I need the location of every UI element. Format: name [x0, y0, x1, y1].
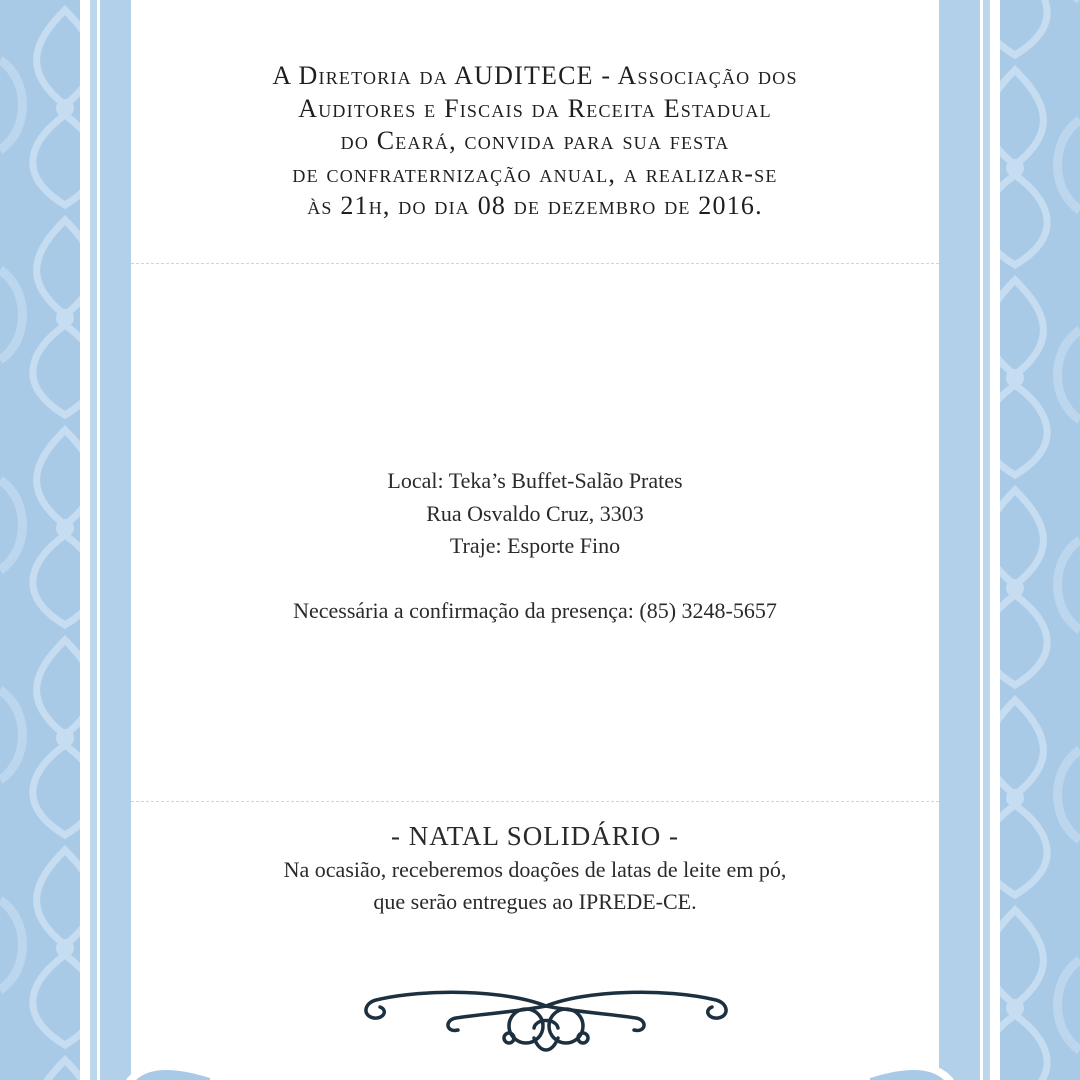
dress-code-line: Traje: Esporte Fino: [449, 533, 621, 558]
details-spacer: [131, 563, 939, 595]
fold-line-top: [131, 263, 939, 264]
fold-line-bottom: [131, 801, 939, 802]
scroll-flourish-icon: [356, 988, 736, 1058]
corner-curl-left-icon: [120, 1052, 210, 1080]
natal-title: - NATAL SOLIDÁRIO -: [390, 821, 680, 851]
corner-curl-right-icon: [870, 1052, 960, 1080]
invitation-line: às 21h, do dia 08 de dezembro de 2016.: [307, 191, 763, 220]
invitation-line: Auditores e Fiscais da Receita Estadual: [298, 93, 772, 123]
natal-solidario-section: [131, 818, 939, 918]
event-details: [131, 465, 939, 627]
natal-text-line: que serão entregues ao IPREDE-CE.: [373, 889, 697, 914]
invitation-card: [131, 0, 939, 1080]
rsvp-line: Necessária a confirmação da presença: (85) 3248-5657: [293, 597, 777, 623]
invitation-text: [131, 60, 939, 223]
invitation-line: do Ceará, convida para sua festa: [340, 126, 730, 155]
invitation-line: A Diretoria da AUDITECE - Associação dos: [272, 61, 798, 90]
invitation-line: de confraternização anual, a realizar-se: [292, 158, 778, 188]
natal-text-line: Na ocasião, receberemos doações de latas de leite em pó,: [283, 857, 787, 882]
address-line: Rua Osvaldo Cruz, 3303: [426, 500, 644, 526]
venue-line: Local: Teka’s Buffet-Salão Prates: [387, 468, 683, 493]
